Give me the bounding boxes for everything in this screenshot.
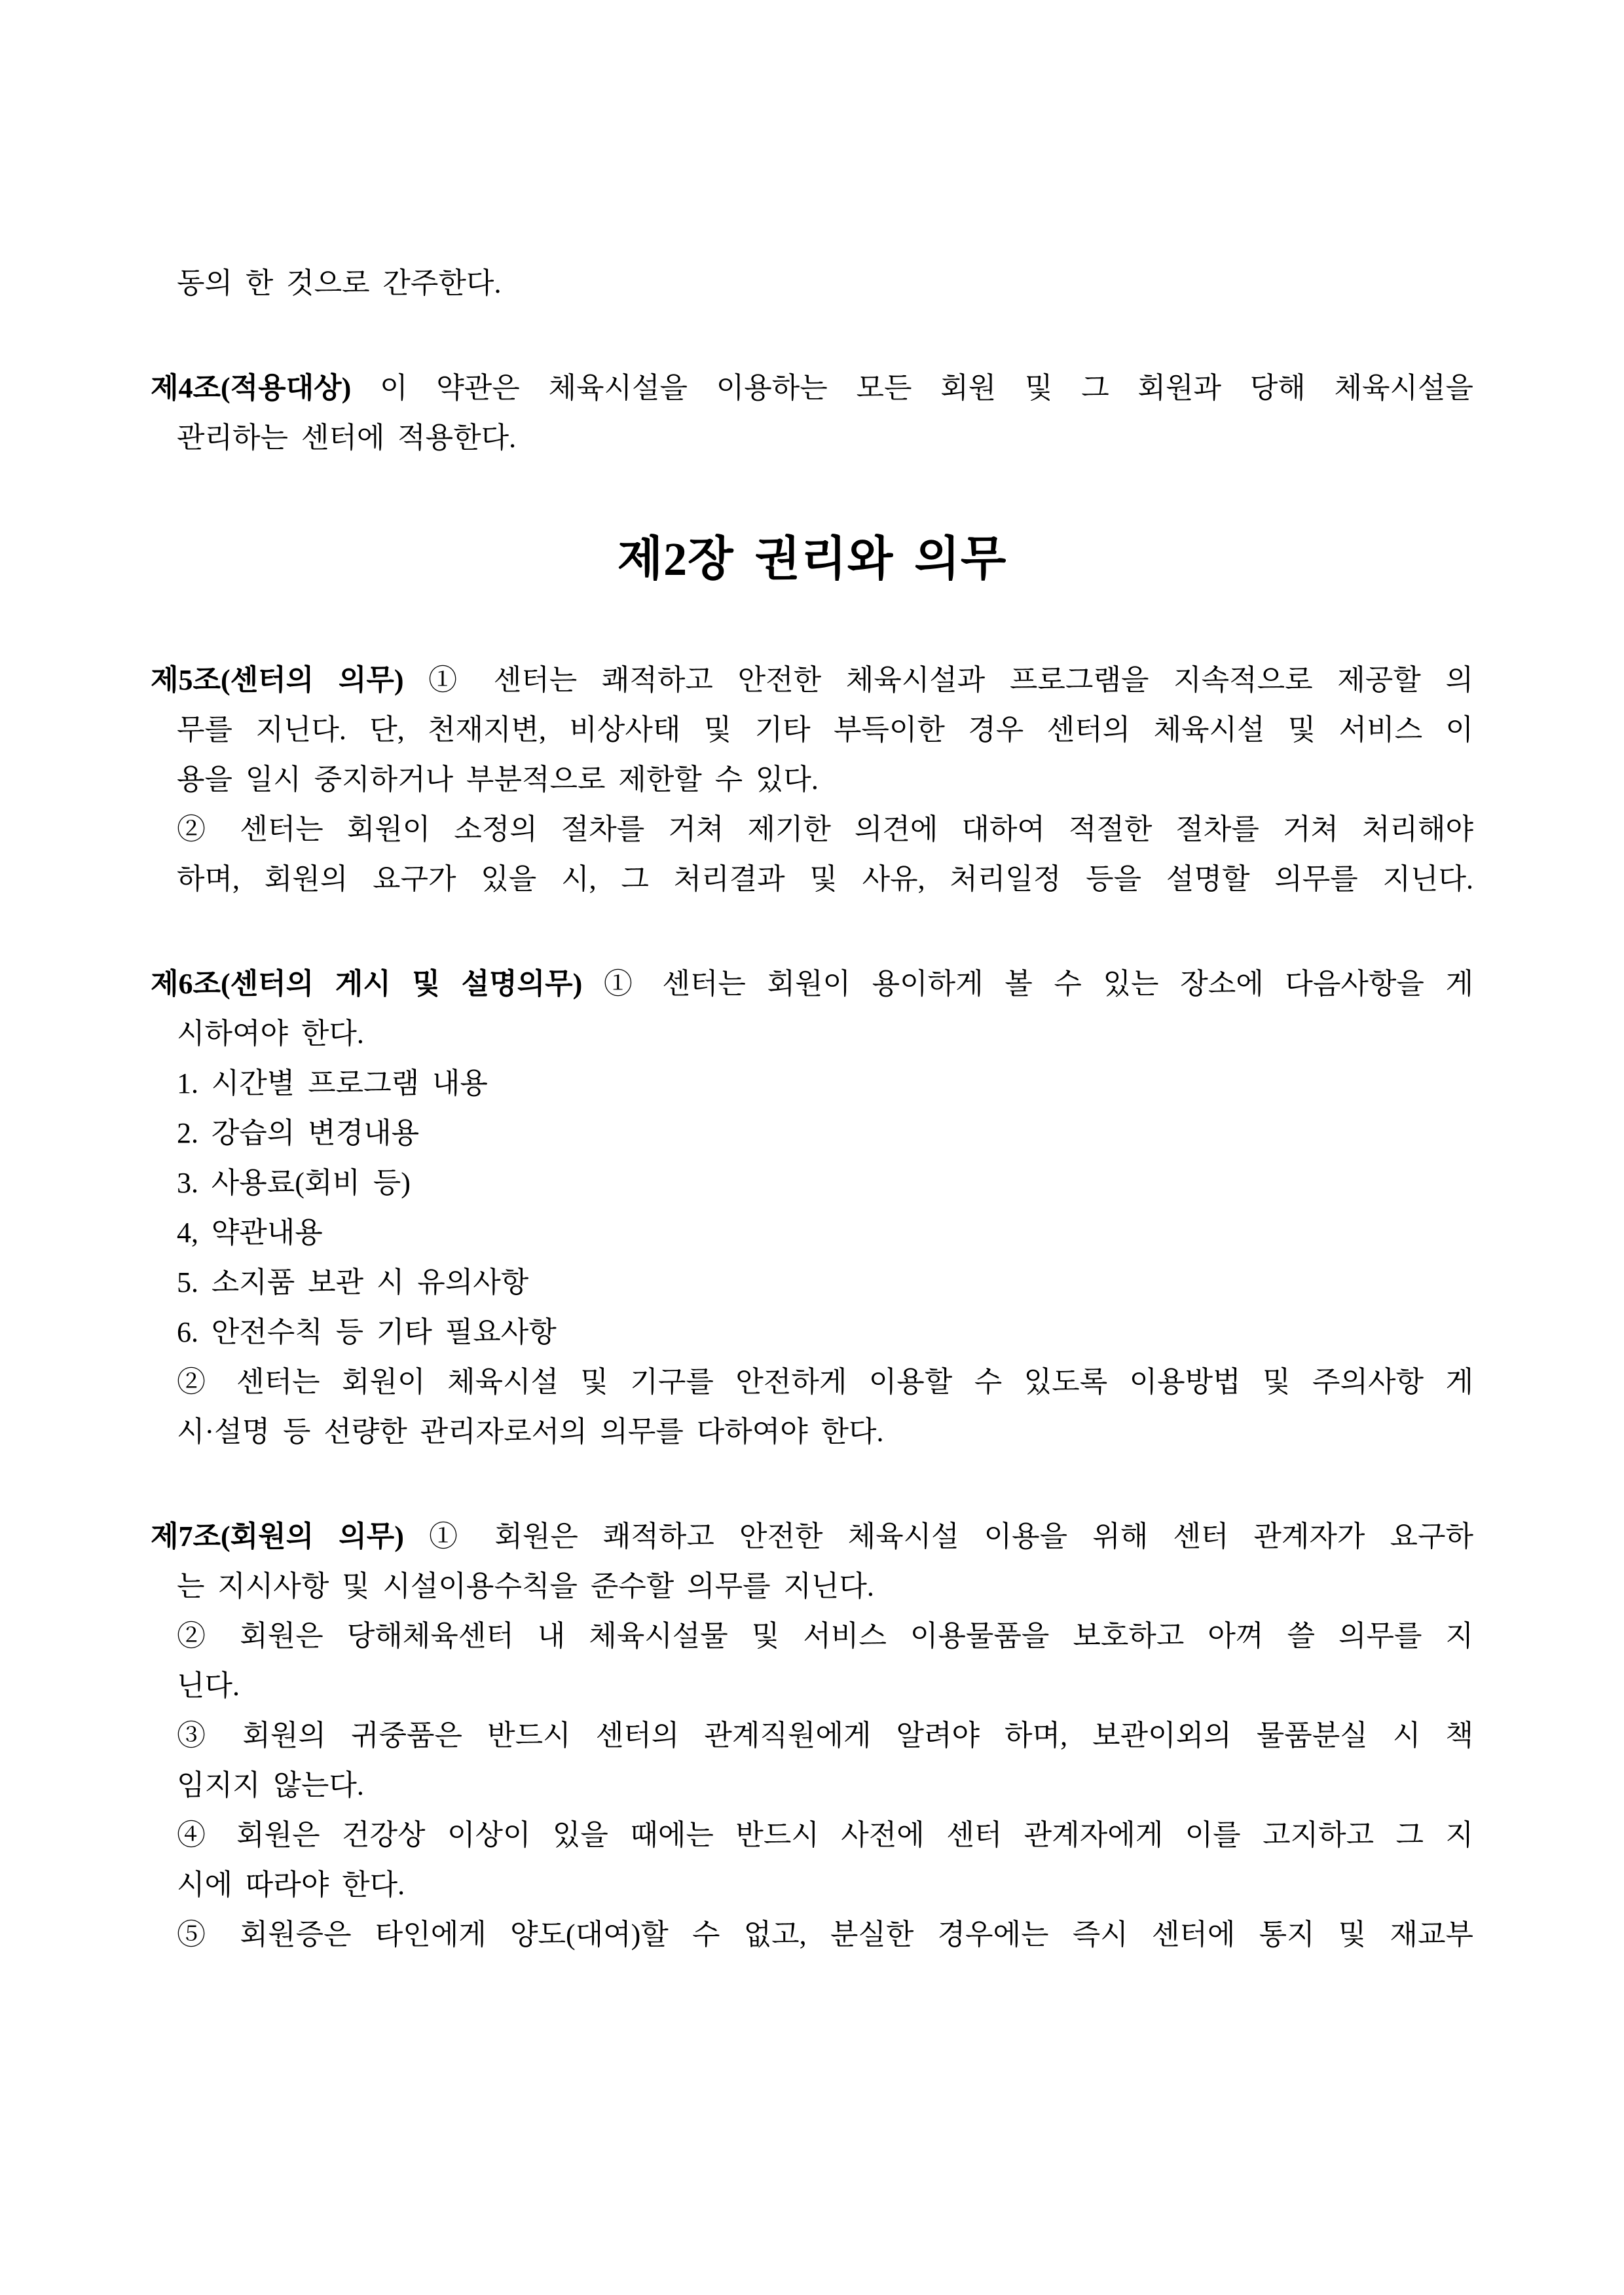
line-text: 2. 강습의 변경내용 [177,1117,420,1149]
line-text: 닌다. [177,1670,240,1702]
line-text: 임지지 않는다. [177,1769,364,1801]
article-label: 제6조(센터의 게시 및 설명의무) [151,968,583,1000]
text-line [151,259,1473,308]
text-line [151,1407,1473,1457]
line-text: ③ 회원의 귀중품은 반드시 센터의 관계직원에게 알려야 하며, 보관이외의 물품분실 시 책 [177,1719,1473,1752]
text-line [151,1711,1473,1761]
article-line [151,959,1473,1009]
text-line [151,1810,1473,1860]
text-line [151,1357,1473,1407]
line-text: ① 회원은 쾌적하고 안전한 체육시설 이용을 위해 센터 관계자가 요구하 [428,1520,1473,1552]
paragraph [151,1512,1473,1960]
article-line [151,1512,1473,1562]
line-text: ② 센터는 회원이 체육시설 및 기구를 안전하게 이용할 수 있도록 이용방법 및 주의사항 게 [177,1366,1473,1398]
line-text: 시·설명 등 선량한 관리자로서의 의무를 다하여야 한다. [177,1416,884,1448]
line-text: ① 센터는 쾌적하고 안전한 체육시설과 프로그램을 지속적으로 제공할 의 [428,664,1473,696]
line-text: 6. 안전수칙 등 기타 필요사항 [177,1316,557,1348]
text-line [151,413,1473,463]
line-text: 시하여야 한다. [177,1018,364,1050]
article-label: 제7조(회원의 의무) [151,1520,404,1552]
text-line [151,805,1473,854]
text-line [151,1661,1473,1711]
text-line [151,1611,1473,1661]
line-text: 무를 지닌다. 단, 천재지변, 비상사태 및 기타 부득이한 경우 센터의 체육시설 및 서비스 이 [177,714,1473,746]
text-line [151,1059,1473,1109]
article-label: 제4조(적용대상) [151,372,352,404]
paragraph [151,655,1473,904]
line-text: 4, 약관내용 [177,1217,323,1249]
line-text: ② 회원은 당해체육센터 내 체육시설물 및 서비스 이용물품을 보호하고 아껴 쓸 의무를 지 [177,1620,1473,1652]
line-text: 5. 소지품 보관 시 유의사항 [177,1266,529,1298]
line-text: ④ 회원은 건강상 이상이 있을 때에는 반드시 사전에 센터 관계자에게 이를 고지하고 그 지 [177,1819,1473,1851]
line-text: 는 지시사항 및 시설이용수칙을 준수할 의무를 지닌다. [177,1570,874,1602]
text-line [151,1761,1473,1810]
paragraph [151,959,1473,1457]
line-text: 1. 시간별 프로그램 내용 [177,1067,488,1099]
line-text: ① 센터는 회원이 용이하게 볼 수 있는 장소에 다음사항을 게 [603,968,1473,1000]
text-line [151,1158,1473,1208]
article-line [151,655,1473,705]
line-text: 관리하는 센터에 적용한다. [177,422,517,454]
article-line [151,363,1473,413]
line-text: 시에 따라야 한다. [177,1869,405,1901]
line-text: 3. 사용료(회비 등) [177,1167,411,1199]
text-line [151,755,1473,805]
line-text: 용을 일시 중지하거나 부분적으로 제한할 수 있다. [177,763,819,796]
text-line [151,1308,1473,1357]
line-text: 이 약관은 체육시설을 이용하는 모든 회원 및 그 회원과 당해 체육시설을 [380,372,1473,404]
text-line [151,1258,1473,1308]
chapter-heading: 제2장 권리와 의무 [617,533,1007,585]
line-text: 하며, 회원의 요구가 있을 시, 그 처리결과 및 사유, 처리일정 등을 설명할 의무를 지닌다. [177,863,1473,895]
text-line [151,705,1473,755]
paragraph [151,259,1473,308]
line-text: 동의 한 것으로 간주한다. [177,267,502,299]
text-line [151,1009,1473,1059]
line-text: ② 센터는 회원이 소정의 절차를 거쳐 제기한 의견에 대하여 적절한 절차를 거쳐 처리해야 [177,813,1473,845]
text-line [151,1910,1473,1960]
text-line [151,854,1473,904]
paragraph [151,363,1473,463]
article-label: 제5조(센터의 의무) [151,664,404,696]
text-line [151,1562,1473,1611]
text-line [151,1860,1473,1910]
text-line [151,1109,1473,1158]
text-line [151,1208,1473,1258]
line-text: ⑤ 회원증은 타인에게 양도(대여)할 수 없고, 분실한 경우에는 즉시 센터에 통지 및 재교부 [177,1919,1473,1951]
